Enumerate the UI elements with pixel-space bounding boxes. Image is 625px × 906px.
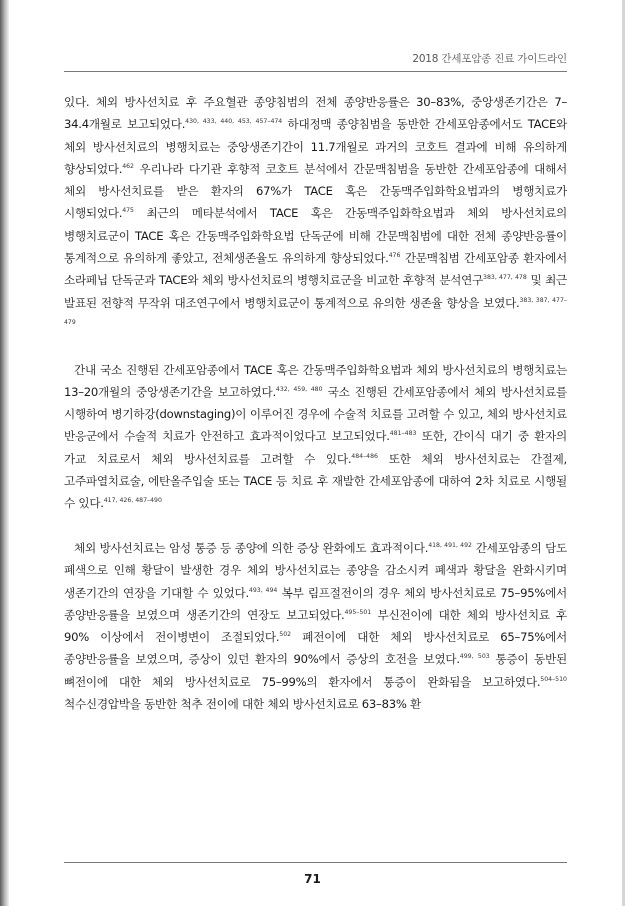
citation-reference: 383, 477, 478 [483,274,527,282]
citation-reference: 476 [388,252,401,260]
paragraph-text: 간내 국소 진행된 간세포암종에서 TACE 혹은 간동맥주입화학요법과 체외 방사선치료의 병행치료는 13–20개월의 중앙생존기간을 보고하였다. [64,362,567,399]
paragraph-text: 부신전이에 대한 체외 방사선치료 후 90% 이상에서 전이병변이 조절되었다. [64,607,567,645]
page-number: 71 [304,872,321,886]
citation-reference: 418, 491, 492 [428,541,472,549]
paragraph-text: 폐전이에 대한 체외 방사선치료로 65–75%에서 종양반응률을 보였으며, 증상이 있던 환자의 90%에서 증상의 호전을 보였다. [64,630,567,667]
paragraph-text: 우리나라 다기관 후향적 코호트 분석에서 간문맥침범을 동반한 간세포암종에 대해서 체외 방사선치료를 받은 환자의 67%가 TACE 혹은 간동맥주입화학요법과의 병행치료가 시행되었다. [64,161,567,221]
paragraph-text: 하대정맥 종양침범을 동반한 간세포암종에서도 TACE와 체외 방사선치료의 병행치료는 중앙생존기간이 11.7개월로 과거의 코호트 결과에 비해 유의하게 향상되었다. [64,117,567,176]
paragraph-text: 및 최근 발표된 전향적 무작위 대조연구에서 병행치료군이 통계적으로 유의한 생존율 향상을 보였다. [64,273,567,310]
paragraph-text: 또한, 간이식 대기 중 환자의 가교 치료로서 체외 방사선치료를 고려할 수 있다. [64,429,567,466]
citation-reference: 417, 426, 487–490 [103,497,162,505]
citation-reference: 430, 433, 440, 453, 457–474 [185,118,283,126]
citation-reference: 493, 494 [248,586,278,594]
citation-reference: 502 [279,631,292,639]
running-header: 2018 간세포암종 진료 가이드라인 [412,53,567,65]
paragraph-text: 최근의 메타분석에서 TACE 혹은 간동맥주입화학요법과 체외 방사선치료의 병행치료군이 TACE 혹은 간동맥주입화학요법 단독군에 비해 간문맥침범에 대한 전체 종양반응률이 통계적으로 유의하게 좋았고, 전체생존율도 유의하게 향상되었다. [64,206,567,266]
paragraph-text: 또한 체외 방사선치료는 간절제, 고주파열치료술, 에탄올주입술 또는 TACE 등 치료 후 재발한 간세포암종에 대하여 2차 치료로 시행될 수 있다. [64,451,567,511]
citation-reference: 481–483 [389,430,417,438]
header-rule [64,71,567,72]
footer-rule [64,862,567,863]
citation-reference: 475 [122,207,134,215]
citation-reference: 432, 459, 480 [275,385,323,393]
paragraph-text: 있다. 체외 방사선치료 후 주요혈관 종양침범의 전체 종양반응률은 30–83%, 중앙생존기간은 7–34.4개월로 보고되었다. [64,95,567,132]
paragraph-text: 통증이 동반된 뼈전이에 대한 체외 방사선치료로 75–99%의 환자에서 통증이 완화됨을 보고하였다. [64,652,567,689]
paragraph-text: 복부 림프절전이의 경우 체외 방사선치료로 75–95%에서 종양반응률을 보였으며 생존기간의 연장도 보고되었다. [64,585,567,622]
paragraph [64,359,567,515]
paragraph-text: 국소 진행된 간세포암종에서 체외 방사선치료를 시행하여 병기하강(downstaging)이 이루어진 경우에 수술적 치료를 고려할 수 있고, 체외 방사선치료 반응군에서 수술적 치료가 안전하고 효과적이었다고 보고되었다. [64,384,567,444]
paragraph [64,91,567,336]
citation-reference: 495–501 [344,608,372,616]
citation-reference: 462 [122,162,134,170]
citation-reference: 383, 387, 477–479 [64,296,567,326]
paragraph-text: 간세포암종의 담도 폐색으로 인해 황달이 발생한 경우 체외 방사선치료는 종양을 감소시켜 폐색과 황달을 완화시키며 생존기간의 연장을 기대할 수 있었다. [64,540,567,600]
page-binding-edge [0,0,9,906]
paragraph [64,537,567,715]
body-text [64,91,567,738]
citation-reference: 499, 503 [459,653,490,661]
paragraph-text: 간문맥침범 간세포암종 환자에서 소라페닙 단독군과 TACE와 체외 방사선치료의 병행치료군을 비교한 후향적 분석연구 [64,251,567,288]
citation-reference: 484–486 [351,452,378,460]
citation-reference: 504–510 [540,675,567,683]
paragraph-text: 체외 방사선치료는 암성 통증 등 종양에 의한 증상 완화에도 효과적이다. [74,540,429,555]
paragraph-text: 척수신경압박을 동반한 척추 전이에 대한 체외 방사선치료로 63–83% 환 [64,697,421,712]
